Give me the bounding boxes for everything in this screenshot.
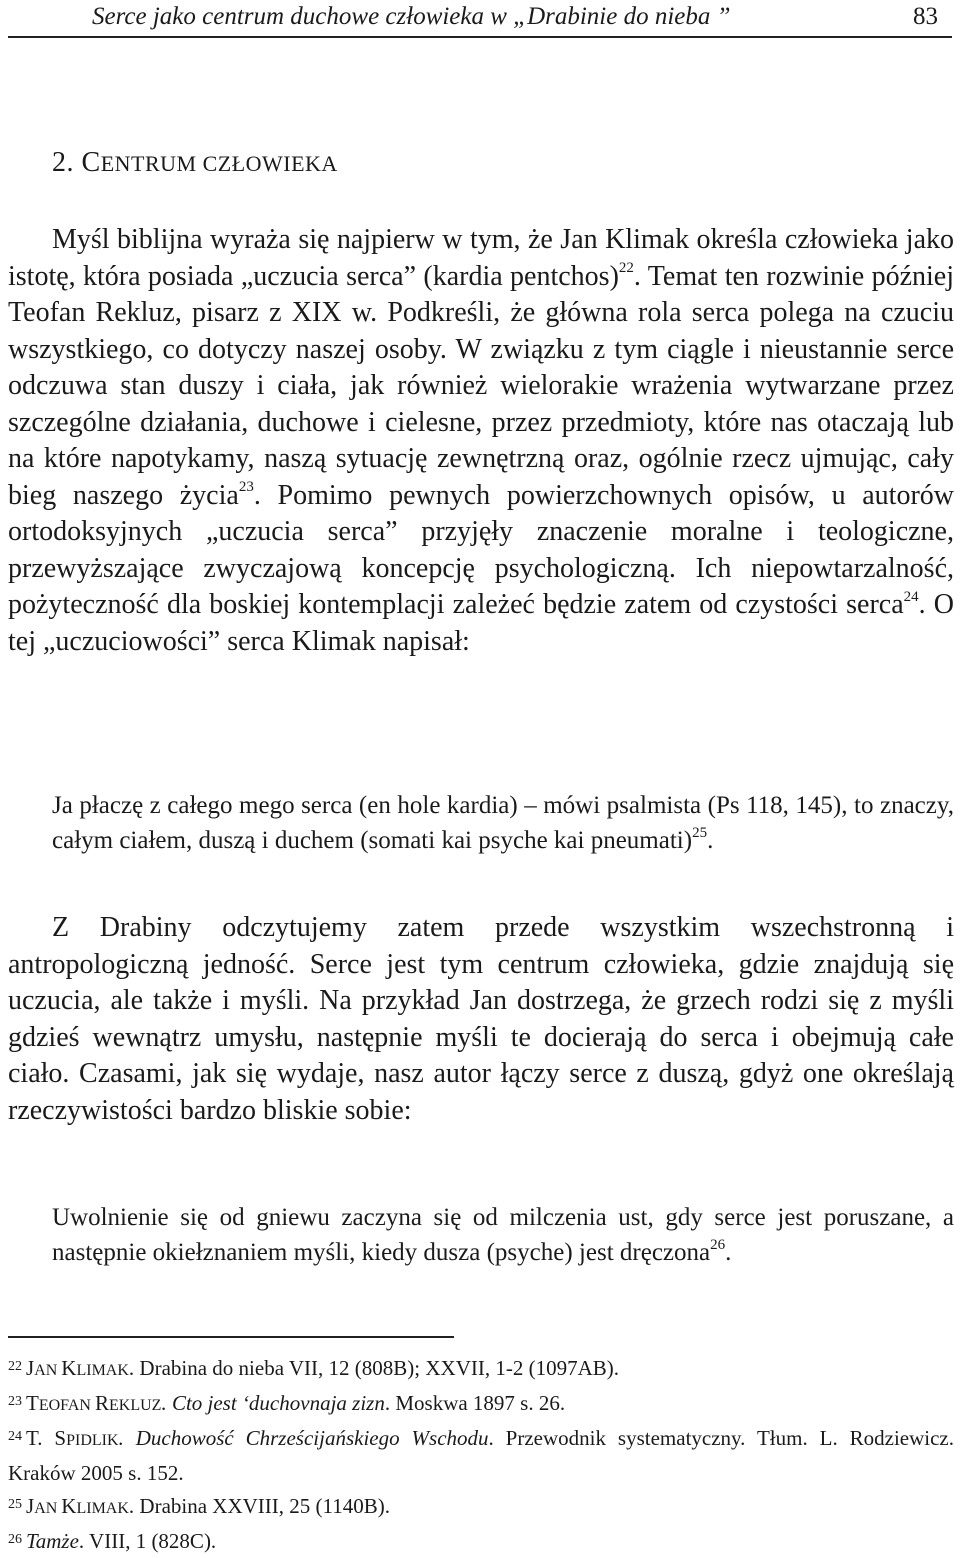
footnote-author: K xyxy=(61,1494,77,1518)
paragraph-1-part-2: . Temat ten rozwinie później Teofan Rekluz, pisarz z XIX w. Podkreśli, że główna rola serca polega na czuciu wszystkiego, co dotyczy naszej osoby. W związku z tym ciągle i nieustannie serce odczuwa stan duszy i ciała, jak również wielorakie wrażenia wytwarzane przez szczególne działania, duchowe i cielesne, przez przedmioty, które nas otaczają lub na które napotykamy, naszą sytuację zewnętrzną oraz, ogólnie rzecz ujmując, cały bieg naszego życia xyxy=(8,260,954,511)
block-quote-2-text: Uwolnienie się od gniewu zaczyna się od milczenia ust, gdy serce jest poruszane, a następnie okiełznaniem myśli, kiedy dusza (psyche) jest dręczona xyxy=(52,1204,954,1266)
footnote-title: . Duchowość Chrześcijańskiego Wschodu xyxy=(118,1426,489,1450)
footnote-ref-23[interactable]: 23 xyxy=(238,479,254,496)
footnote-number: 24 xyxy=(8,1429,22,1444)
block-quote-1-end: . xyxy=(707,827,714,854)
footnote-number: 26 xyxy=(8,1532,22,1547)
page-number: 83 xyxy=(913,3,938,30)
footnote-author: T xyxy=(26,1391,39,1415)
paragraph-2 xyxy=(8,910,954,1129)
footnote-22 xyxy=(8,1352,954,1387)
footnote-text: . Przewodnik systematyczny. Tłum. L. Rodziewicz. Kraków 2005 s. 152. xyxy=(8,1426,954,1485)
footnote-title: Tamże xyxy=(26,1529,79,1553)
footnote-number: 22 xyxy=(8,1359,22,1374)
footnote-author: AN xyxy=(34,1500,62,1517)
section-heading-lead: 2. C xyxy=(52,147,101,178)
footnote-text: . Moskwa 1897 s. 26. xyxy=(384,1391,566,1415)
running-header xyxy=(8,0,952,38)
block-quote-2 xyxy=(52,1200,954,1270)
paragraph-2-text: Z Drabiny odczytujemy zatem przede wszystkim wszechstronną i antropologiczną jedność. Serce jest tym centrum człowieka, gdzie znajdują się uczucia, ale także i myśli. Na przykład Jan dostrzega, że grzech rodzi się z myśli gdzieś wewnątrz umysłu, następnie myśli te docierają do serca i obejmują całe ciało. Czasami, jak się wydaje, nasz autor łączy serce z duszą, gdyż one określają rzeczywistości bardzo bliskie sobie: xyxy=(8,912,954,1126)
section-heading xyxy=(52,146,338,181)
footnote-title: . Cto jest ‘duchovnaja zizn xyxy=(161,1391,385,1415)
footnote-26 xyxy=(8,1525,954,1558)
footnote-separator xyxy=(8,1336,454,1338)
footnote-24 xyxy=(8,1422,954,1490)
footnote-author: K xyxy=(61,1356,77,1380)
block-quote-1-text: Ja płaczę z całego mego serca (en hole kardia) ‒ mówi psalmista (Ps 118, 145), to znaczy, całym ciałem, duszą i duchem (somati kai psyche kai pneumati) xyxy=(52,792,954,854)
paragraph-1-part-4: . O tej „uczuciowości” serca Klimak napisał: xyxy=(8,589,954,657)
footnote-ref-26[interactable]: 26 xyxy=(710,1236,726,1253)
footnote-author: J xyxy=(26,1356,35,1380)
footnote-author: T. S xyxy=(26,1426,67,1450)
running-title: Serce jako centrum duchowe człowieka w „Drabinie do nieba ” xyxy=(92,3,731,30)
footnote-25 xyxy=(8,1490,954,1525)
footnote-author: LIMAK xyxy=(76,1500,129,1517)
footnote-text: . VIII, 1 (828C). xyxy=(78,1529,217,1553)
footnote-ref-25[interactable]: 25 xyxy=(692,824,708,841)
block-quote-1 xyxy=(52,788,954,858)
paragraph-1-part-1: Myśl biblijna wyraża się najpierw w tym, że Jan Klimak określa człowieka jako istotę, która posiada „uczucia serca” (kardia pentchos) xyxy=(8,224,954,292)
footnote-23 xyxy=(8,1387,954,1422)
footnote-author: EOFAN xyxy=(38,1397,95,1414)
footnote-ref-22[interactable]: 22 xyxy=(618,260,634,277)
paragraph-1 xyxy=(8,222,954,660)
footnote-text: . Drabina do nieba VII, 12 (808B); XXVII, 1-2 (1097AB). xyxy=(128,1356,620,1380)
footnote-text: . Drabina XXVIII, 25 (1140B). xyxy=(128,1494,390,1518)
footnote-ref-24[interactable]: 24 xyxy=(903,588,919,605)
footnote-author: EKLUZ xyxy=(109,1397,162,1414)
footnote-author: AN xyxy=(34,1362,62,1379)
footnote-number: 25 xyxy=(8,1497,22,1512)
block-quote-2-end: . xyxy=(725,1239,732,1266)
section-heading-rest: ENTRUM CZŁOWIEKA xyxy=(100,151,338,176)
footnote-author: PIDLIK xyxy=(66,1432,119,1449)
footnote-author: J xyxy=(26,1494,35,1518)
paragraph-1-part-3: . Pomimo pewnych powierzchownych opisów, u autorów ortodoksyjnych „uczucia serca” przyjęły znaczenie moralne i teologiczne, przewyższające zwyczajową koncepcję psychologiczną. Ich niepowtarzalność, pożyteczność dla boskiej kontemplacji zależeć będzie zatem od czystości serca xyxy=(8,479,955,620)
footnote-author: LIMAK xyxy=(76,1362,129,1379)
footnote-number: 23 xyxy=(8,1394,22,1409)
footnotes xyxy=(8,1352,954,1558)
footnote-author: R xyxy=(94,1391,109,1415)
